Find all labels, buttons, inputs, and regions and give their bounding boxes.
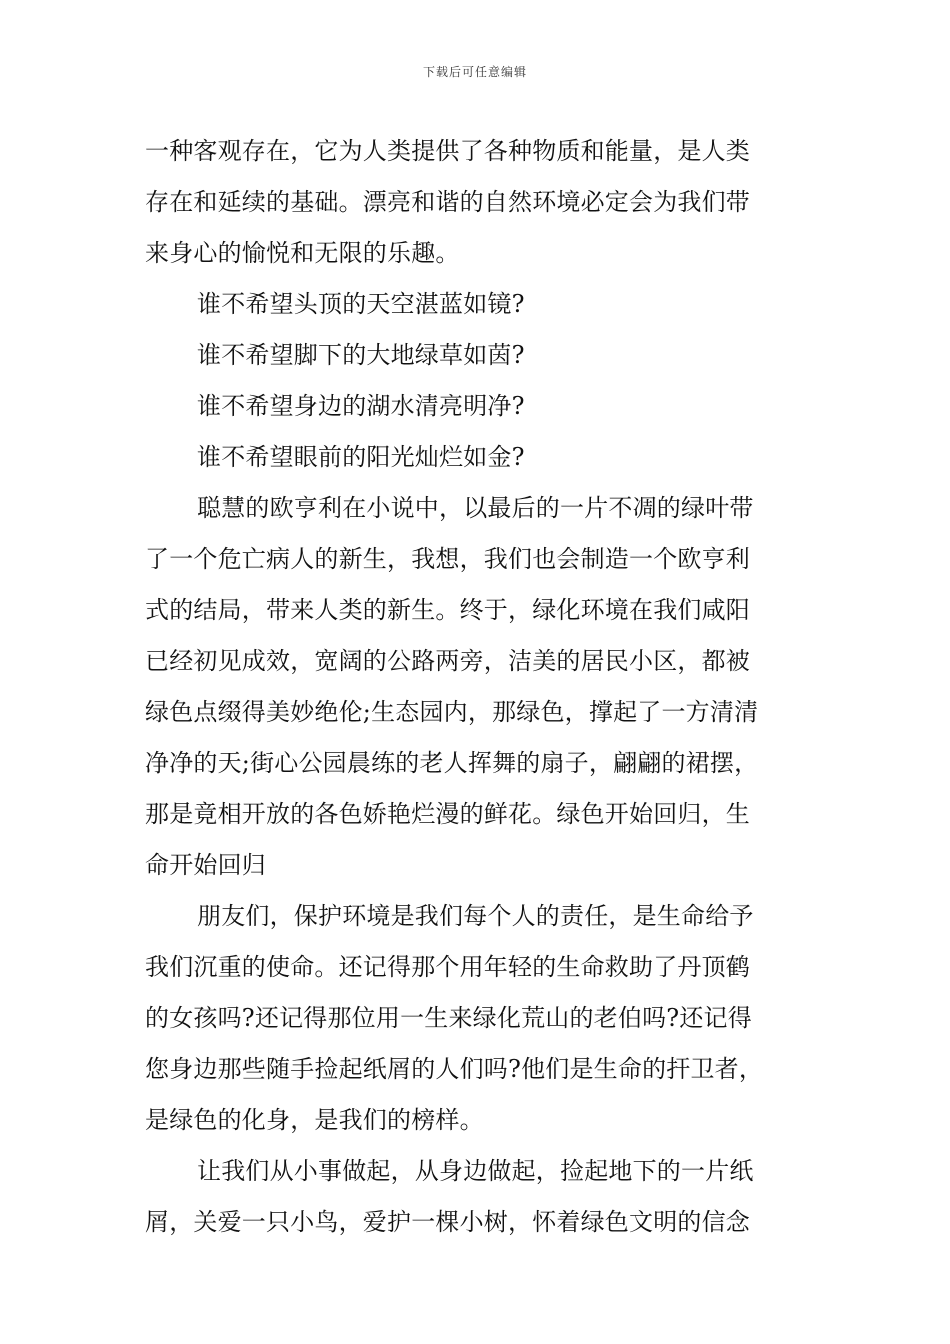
text-line: 朋友们，保护环境是我们每个人的责任，是生命给予 <box>197 902 754 930</box>
text-line: 的女孩吗?还记得那位用一生来绿化荒山的老伯吗?还记得 <box>145 1004 752 1032</box>
text-line: 那是竟相开放的各色娇艳烂漫的鲜花。绿色开始回归，生 <box>145 800 750 828</box>
text-line: 式的结局，带来人类的新生。终于，绿化环境在我们咸阳 <box>145 596 750 624</box>
text-line: 一种客观存在，它为人类提供了各种物质和能量，是人类 <box>145 137 750 165</box>
document-body <box>145 128 809 1250</box>
text-line: 聪慧的欧亨利在小说中，以最后的一片不凋的绿叶带 <box>197 494 754 522</box>
page-header: 下载后可任意编辑 <box>422 65 527 79</box>
text-line: 是绿色的化身，是我们的榜样。 <box>145 1106 484 1134</box>
text-line: 已经初见成效，宽阔的公路两旁，洁美的居民小区，都被 <box>145 647 750 675</box>
text-line: 了一个危亡病人的新生，我想，我们也会制造一个欧亨利 <box>145 545 750 573</box>
text-line: 让我们从小事做起，从身边做起，捡起地下的一片纸 <box>197 1157 754 1185</box>
text-line: 来身心的愉悦和无限的乐趣。 <box>145 239 460 267</box>
text-line: 绿色点缀得美妙绝伦;生态园内，那绿色，撑起了一方清清 <box>145 698 759 726</box>
text-line: 谁不希望脚下的大地绿草如茵? <box>197 341 525 369</box>
text-line: 我们沉重的使命。还记得那个用年轻的生命救助了丹顶鹤 <box>145 953 750 981</box>
text-line: 谁不希望头顶的天空湛蓝如镜? <box>197 290 525 318</box>
text-line: 您身边那些随手捡起纸屑的人们吗?他们是生命的扞卫者， <box>145 1055 764 1083</box>
text-line: 净净的天;街心公园晨练的老人挥舞的扇子，翩翩的裙摆， <box>145 749 759 777</box>
text-line: 存在和延续的基础。漂亮和谐的自然环境必定会为我们带 <box>145 188 750 216</box>
text-line: 谁不希望眼前的阳光灿烂如金? <box>197 443 525 471</box>
text-line: 谁不希望身边的湖水清亮明净? <box>197 392 525 420</box>
text-line: 命开始回归 <box>145 851 266 879</box>
text-line: 屑，关爱一只小鸟，爱护一棵小树，怀着绿色文明的信念 <box>145 1208 750 1236</box>
